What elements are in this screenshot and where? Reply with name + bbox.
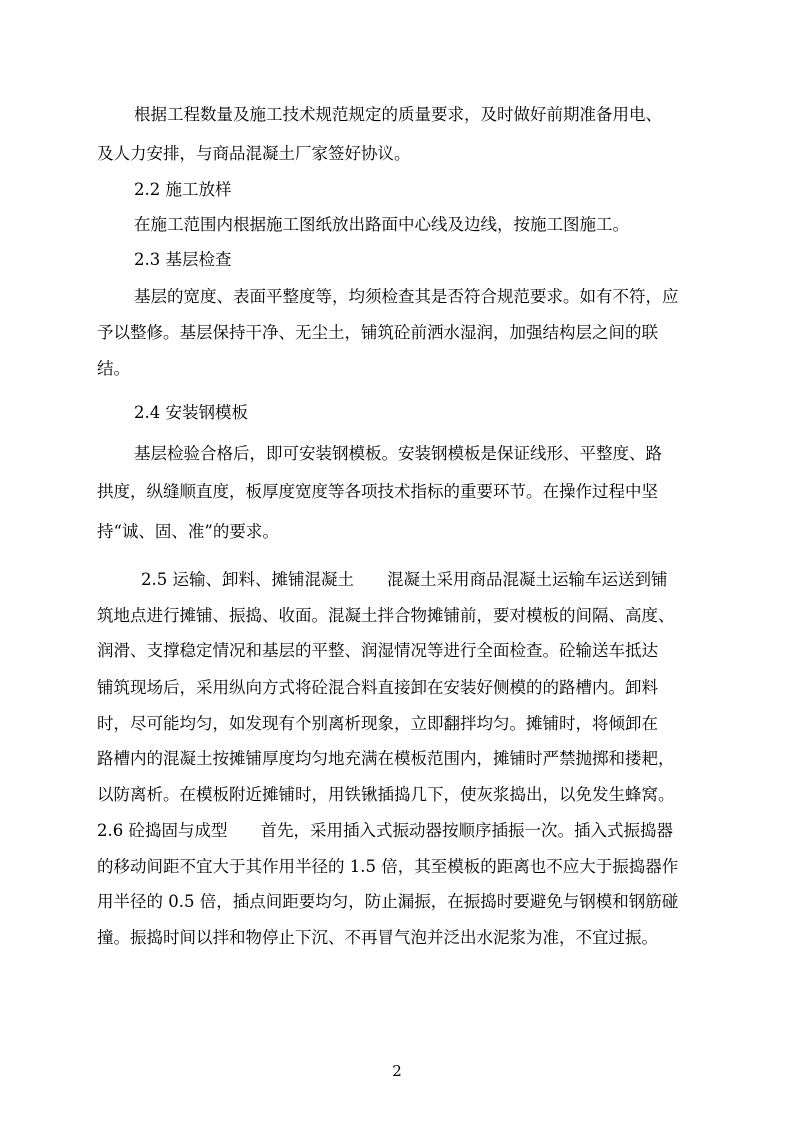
body-text-line: 基层检验合格后，即可安装钢模板。安装钢模板是保证线形、平整度、路 [134,444,662,463]
body-text-line: 拱度，纵缝顺直度，板厚度宽度等各项技术指标的重要环节。在操作过程中坚 [97,482,658,501]
body-text-line: 润滑、支撑稳定情况和基层的平整、润湿情况等进行全面检查。砼输送车抵达 [97,641,658,660]
body-text-line: 根据工程数量及施工技术规范规定的质量要求，及时做好前期准备用电、 [134,105,662,124]
body-text-line: 基层的宽度、表面平整度等，均须检查其是否符合规范要求。如有不符，应 [134,287,679,306]
body-text-line: 铺筑现场后，采用纵向方式将砼混合料直接卸在安装好侧模的的路槽内。卸料 [97,678,658,697]
body-text-line: 路槽内的混凝土按摊铺厚度均匀地充满在模板范围内，摊铺时严禁抛掷和搂耙， [97,749,675,768]
body-text-line: 2.5 运输、卸料、摊铺混凝土 混凝土采用商品混凝土运输车运送到铺 [141,570,668,589]
body-text-line: 在施工范围内根据施工图纸放出路面中心线及边线，按施工图施工。 [134,215,629,234]
section-heading: 2.2 施工放样 [134,180,232,199]
body-text-line: 结。 [97,359,130,378]
section-heading: 2.3 基层检查 [134,250,232,269]
section-heading: 2.4 安装钢模板 [134,403,248,422]
body-text-line: 撞。振捣时间以拌和物停止下沉、不再冒气泡并泛出水泥浆为准，不宜过振。 [97,928,658,947]
body-text-line: 及人力安排，与商品混凝土厂家签好协议。 [97,144,411,163]
body-text-line: 以防离析。在模板附近摊铺时，用铁锹插捣几下，使灰浆捣出，以免发生蜂窝。 [97,785,675,804]
body-text-line: 予以整修。基层保持干净、无尘土，铺筑砼前洒水湿润，加强结构层之间的联 [97,323,658,342]
body-text-line: 持“诚、固、准”的要求。 [97,522,279,541]
body-text-line: 筑地点进行摊铺、振捣、收面。混凝土拌合物摊铺前，要对模板的间隔、高度、 [97,606,675,625]
page-number: 2 [392,1062,402,1080]
body-text-line: 用半径的 0.5 倍，插点间距要均匀，防止漏振，在振捣时要避免与钢模和钢筋碰 [97,892,679,911]
body-text-line: 时，尽可能均匀，如发现有个别离析现象，立即翻拌均匀。摊铺时，将倾卸在 [97,714,658,733]
body-text-line: 的移动间距不宜大于其作用半径的 1.5 倍，其至模板的距离也不应大于振捣器作 [97,857,679,876]
body-text-line: 2.6 砼捣固与成型 首先，采用插入式振动器按顺序插振一次。插入式振捣器 [97,821,673,840]
